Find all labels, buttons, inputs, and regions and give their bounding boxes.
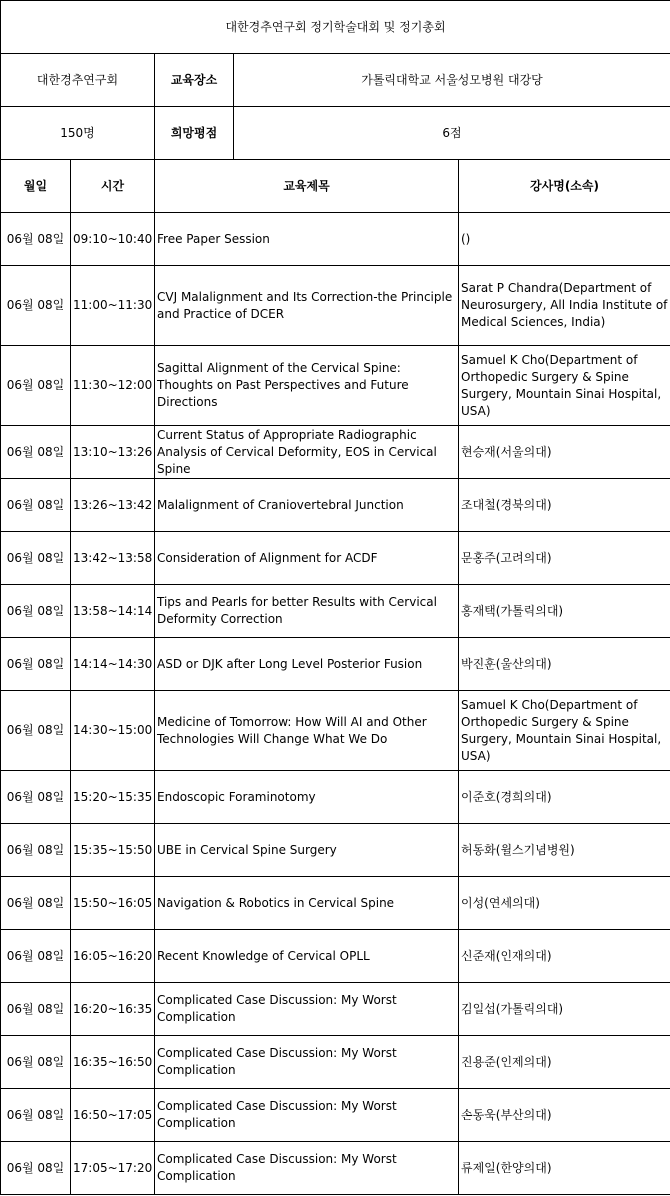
session-speaker: Samuel K Cho(Department of Orthopedic Surgery & Spine Surgery, Mountain Sinai Hospital, USA) [459, 691, 670, 771]
session-time: 16:50~17:05 [71, 1089, 155, 1142]
session-speaker: () [459, 213, 670, 266]
session-speaker: 홍재택(가톨릭의대) [459, 585, 670, 638]
session-time: 14:14~14:30 [71, 638, 155, 691]
session-time: 15:35~15:50 [71, 824, 155, 877]
session-date: 06월 08일 [1, 638, 71, 691]
header-date: 월일 [1, 160, 71, 213]
session-date: 06월 08일 [1, 479, 71, 532]
session-time: 15:20~15:35 [71, 771, 155, 824]
organizer-name: 대한경추연구회 [1, 54, 155, 107]
column-header-row [1, 160, 670, 213]
session-time: 15:50~16:05 [71, 877, 155, 930]
session-topic: Endoscopic Foraminotomy [155, 771, 459, 824]
session-time: 13:26~13:42 [71, 479, 155, 532]
header-time: 시간 [71, 160, 155, 213]
table-row [1, 1142, 670, 1195]
table-row [1, 585, 670, 638]
table-row [1, 691, 670, 771]
session-date: 06월 08일 [1, 266, 71, 346]
table-row [1, 213, 670, 266]
session-topic: Recent Knowledge of Cervical OPLL [155, 930, 459, 983]
session-speaker: 신준재(인재의대) [459, 930, 670, 983]
session-date: 06월 08일 [1, 585, 71, 638]
session-date: 06월 08일 [1, 1089, 71, 1142]
session-date: 06월 08일 [1, 532, 71, 585]
session-topic: CVJ Malalignment and Its Correction-the Principle and Practice of DCER [155, 266, 459, 346]
session-speaker: 조대철(경북의대) [459, 479, 670, 532]
session-topic: ASD or DJK after Long Level Posterior Fusion [155, 638, 459, 691]
session-topic: Complicated Case Discussion: My Worst Complication [155, 1089, 459, 1142]
session-speaker: 이성(연세의대) [459, 877, 670, 930]
session-speaker: Sarat P Chandra(Department of Neurosurgery, All India Institute of Medical Sciences, India) [459, 266, 670, 346]
session-time: 11:30~12:00 [71, 346, 155, 426]
session-topic: Malalignment of Craniovertebral Junction [155, 479, 459, 532]
venue-label: 교육장소 [155, 54, 234, 107]
session-topic: Complicated Case Discussion: My Worst Complication [155, 1036, 459, 1089]
session-time: 13:58~14:14 [71, 585, 155, 638]
table-row [1, 532, 670, 585]
table-row [1, 638, 670, 691]
session-date: 06월 08일 [1, 824, 71, 877]
session-date: 06월 08일 [1, 691, 71, 771]
score-label: 희망평점 [155, 107, 234, 160]
session-topic: Tips and Pearls for better Results with Cervical Deformity Correction [155, 585, 459, 638]
session-time: 13:10~13:26 [71, 426, 155, 479]
table-row [1, 479, 670, 532]
session-topic: Current Status of Appropriate Radiographic Analysis of Cervical Deformity, EOS in Cervical Spine [155, 426, 459, 479]
session-time: 17:05~17:20 [71, 1142, 155, 1195]
session-date: 06월 08일 [1, 1142, 71, 1195]
session-time: 14:30~15:00 [71, 691, 155, 771]
session-topic: Navigation & Robotics in Cervical Spine [155, 877, 459, 930]
session-date: 06월 08일 [1, 213, 71, 266]
table-row [1, 1036, 670, 1089]
header-topic: 교육제목 [155, 160, 459, 213]
table-row [1, 824, 670, 877]
session-time: 09:10~10:40 [71, 213, 155, 266]
session-date: 06월 08일 [1, 1036, 71, 1089]
session-time: 16:05~16:20 [71, 930, 155, 983]
capacity-value: 150명 [1, 107, 155, 160]
session-speaker: 현승재(서울의대) [459, 426, 670, 479]
session-time: 16:35~16:50 [71, 1036, 155, 1089]
session-date: 06월 08일 [1, 877, 71, 930]
session-speaker: 이준호(경희의대) [459, 771, 670, 824]
session-date: 06월 08일 [1, 930, 71, 983]
venue-value: 가톨릭대학교 서울성모병원 대강당 [234, 54, 670, 107]
score-value: 6점 [234, 107, 670, 160]
table-row [1, 771, 670, 824]
session-speaker: 류제일(한양의대) [459, 1142, 670, 1195]
session-topic: Consideration of Alignment for ACDF [155, 532, 459, 585]
session-date: 06월 08일 [1, 426, 71, 479]
session-date: 06월 08일 [1, 983, 71, 1036]
session-speaker: 김일섭(가톨릭의대) [459, 983, 670, 1036]
table-row [1, 983, 670, 1036]
session-topic: Medicine of Tomorrow: How Will AI and Other Technologies Will Change What We Do [155, 691, 459, 771]
session-time: 11:00~11:30 [71, 266, 155, 346]
table-row [1, 426, 670, 479]
table-row [1, 877, 670, 930]
session-speaker: Samuel K Cho(Department of Orthopedic Surgery & Spine Surgery, Mountain Sinai Hospital, USA) [459, 346, 670, 426]
table-row [1, 930, 670, 983]
session-time: 13:42~13:58 [71, 532, 155, 585]
event-title: 대한경추연구회 정기학술대회 및 정기총회 [1, 1, 670, 54]
table-row [1, 266, 670, 346]
session-time: 16:20~16:35 [71, 983, 155, 1036]
session-date: 06월 08일 [1, 346, 71, 426]
session-topic: Complicated Case Discussion: My Worst Complication [155, 983, 459, 1036]
session-topic: UBE in Cervical Spine Surgery [155, 824, 459, 877]
session-speaker: 허동화(윌스기념병원) [459, 824, 670, 877]
session-speaker: 박진훈(울산의대) [459, 638, 670, 691]
session-topic: Sagittal Alignment of the Cervical Spine: Thoughts on Past Perspectives and Future Directions [155, 346, 459, 426]
session-topic: Complicated Case Discussion: My Worst Complication [155, 1142, 459, 1195]
table-row [1, 1089, 670, 1142]
session-speaker: 손동욱(부산의대) [459, 1089, 670, 1142]
session-speaker: 문홍주(고려의대) [459, 532, 670, 585]
header-speaker: 강사명(소속) [459, 160, 670, 213]
table-row [1, 346, 670, 426]
session-date: 06월 08일 [1, 771, 71, 824]
session-topic: Free Paper Session [155, 213, 459, 266]
session-speaker: 진용준(인제의대) [459, 1036, 670, 1089]
